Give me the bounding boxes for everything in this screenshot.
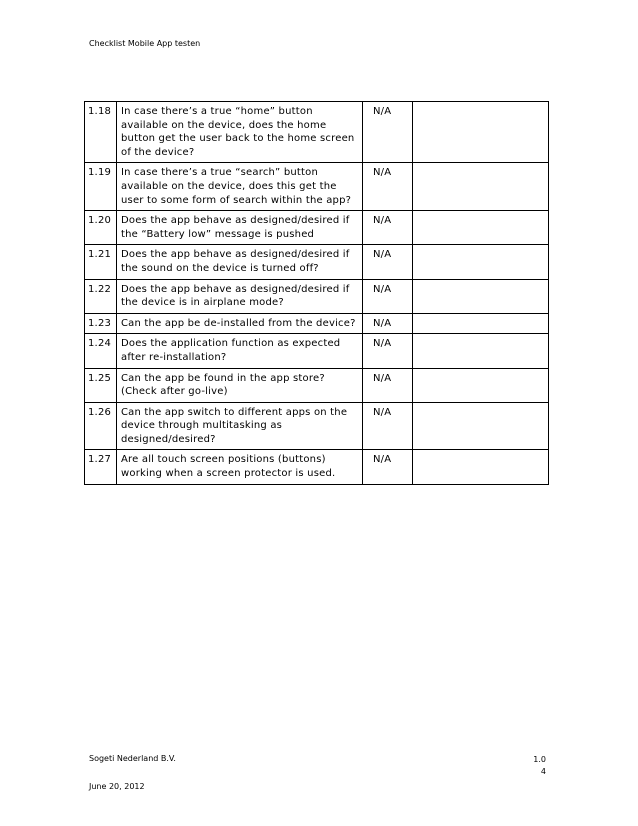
item-number: 1.18: [85, 102, 117, 163]
item-notes: [413, 334, 549, 368]
table-row: [85, 102, 549, 163]
table-row: [85, 368, 549, 402]
item-notes: [413, 279, 549, 313]
checklist-table: [84, 101, 549, 485]
item-number: 1.26: [85, 402, 117, 450]
footer-date: June 20, 2012: [89, 782, 145, 791]
item-notes: [413, 102, 549, 163]
item-question: Can the app be de-installed from the device?: [117, 313, 363, 334]
item-number: 1.23: [85, 313, 117, 334]
item-question: Does the application function as expected after re-installation?: [117, 334, 363, 368]
item-number: 1.19: [85, 163, 117, 211]
page-header-title: Checklist Mobile App testen: [89, 39, 201, 48]
item-status: N/A: [363, 279, 413, 313]
item-notes: [413, 368, 549, 402]
item-notes: [413, 450, 549, 484]
item-question: In case there’s a true “search” button available on the device, does this get the user to some form of search within the app?: [117, 163, 363, 211]
table-row: [85, 245, 549, 279]
item-question: Does the app behave as designed/desired if the device is in airplane mode?: [117, 279, 363, 313]
item-question: In case there’s a true “home” button available on the device, does the home button get the user back to the home screen of the device?: [117, 102, 363, 163]
footer-company-name: Sogeti Nederland B.V.: [89, 754, 176, 763]
item-status: N/A: [363, 163, 413, 211]
item-notes: [413, 402, 549, 450]
item-number: 1.25: [85, 368, 117, 402]
item-status: N/A: [363, 334, 413, 368]
footer-version: 1.0: [533, 755, 546, 764]
item-question: Does the app behave as designed/desired if the “Battery low” message is pushed: [117, 211, 363, 245]
item-status: N/A: [363, 245, 413, 279]
item-question: Are all touch screen positions (buttons) working when a screen protector is used.: [117, 450, 363, 484]
item-number: 1.20: [85, 211, 117, 245]
footer-page-number: 4: [540, 767, 546, 776]
item-notes: [413, 163, 549, 211]
table-row: [85, 211, 549, 245]
item-number: 1.27: [85, 450, 117, 484]
item-number: 1.22: [85, 279, 117, 313]
item-status: N/A: [363, 102, 413, 163]
item-status: N/A: [363, 313, 413, 334]
item-question: Can the app switch to different apps on the device through multitasking as designed/desired?: [117, 402, 363, 450]
item-notes: [413, 245, 549, 279]
footer-version-block: [533, 754, 546, 778]
table-row: [85, 402, 549, 450]
item-notes: [413, 211, 549, 245]
table-row: [85, 163, 549, 211]
table-row: [85, 334, 549, 368]
item-status: N/A: [363, 450, 413, 484]
item-question: Can the app be found in the app store? (Check after go-live): [117, 368, 363, 402]
table-row: [85, 313, 549, 334]
item-status: N/A: [363, 368, 413, 402]
table-row: [85, 279, 549, 313]
item-notes: [413, 313, 549, 334]
table-row: [85, 450, 549, 484]
item-number: 1.21: [85, 245, 117, 279]
item-question: Does the app behave as designed/desired if the sound on the device is turned off?: [117, 245, 363, 279]
item-number: 1.24: [85, 334, 117, 368]
item-status: N/A: [363, 211, 413, 245]
item-status: N/A: [363, 402, 413, 450]
